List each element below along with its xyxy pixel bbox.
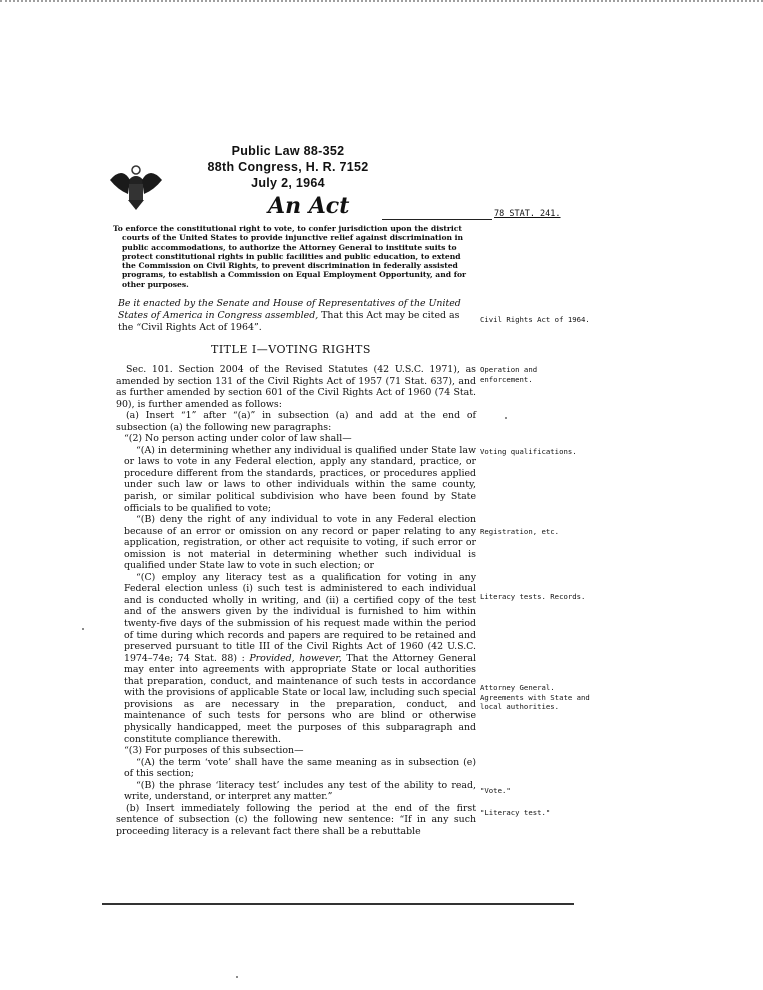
- scan-speck: [82, 628, 84, 630]
- purpose-text: To enforce the constitutional right to vote, to confer jurisdiction upon the district courts of the United States to provide injunctive relief against discrimination in public accommodations, to authorize the Attorney General to institute suits to protect constitutional rights in public facilities and public education, to extend the Commission on Civil Rights, to prevent discrimination in federally assisted programs, to establish a Commission on Equal Employment Opportunity, and for other purposes.: [113, 224, 467, 289]
- enacting-rest: That this Act may be cited as the “Civil Rights Act of 1964”.: [118, 310, 460, 333]
- scan-speck: [505, 417, 507, 419]
- act-title: An Act: [268, 193, 350, 219]
- presidential-seal-icon: [108, 160, 164, 216]
- public-law-number: Public Law 88-352: [231, 144, 345, 158]
- subparagraph-3b: “(B) the phrase ‘literacy test’ includes any test of the ability to read, write, understand, or interpret any matter.”: [124, 779, 476, 803]
- margin-note-attorney: Attorney General. Agreements with State and local authorities.: [480, 683, 590, 711]
- proviso-text: That the Attorney General may enter into agreements with appropriate State or local authorities that preparation, conduct, and maintenance of such tests in accordance with the provisions of applicable State or local law, including such special provisions as are necessary in the preparation, conduct, and maintenance of such tests for persons who are blind or otherwise physically handicapped, meet the purposes of this subparagraph and constitute compliance therewith.: [124, 652, 476, 745]
- margin-note-civil-rights: Civil Rights Act of 1964.: [480, 315, 590, 324]
- proviso-italic: Provided, however,: [249, 652, 342, 664]
- margin-note-registration: Registration, etc.: [480, 527, 560, 536]
- amendment-b: (b) Insert immediately following the period at the end of the first sentence of subsection (c) the following new sentence: “If in any such proceeding literacy is a relevant fact there shall be a rebuttable: [116, 802, 476, 837]
- page-bottom-rule: [102, 903, 574, 905]
- scan-speck: [236, 976, 238, 978]
- subparagraph-2b: “(B) deny the right of any individual to vote in any Federal election because of an error or omission on any record or paper relating to any application, registration, or other act requisite to voting, if such error or omission is not material in determining whether such individual is qualified under State law to vote in such election; or: [124, 514, 476, 572]
- subparagraph-2a: “(A) in determining whether any individual is qualified under State law or laws to vote in any Federal election, apply any standard, practice, or procedure different from the standards, practices, or procedures applied under such law or laws to other individuals within the same county, parish, or similar political subdivision who have been found by State officials to be qualified to vote;: [124, 444, 476, 514]
- amendment-a: (a) Insert “1” after “(a)” in subsection (a) and add at the end of subsection (a) the following new paragraphs:: [116, 410, 476, 433]
- section-101: Sec. 101. Section 2004 of the Revised Statutes (42 U.S.C. 1971), as amended by section 131 of the Civil Rights Act of 1957 (71 Stat. 637), and as further amended by section 601 of the Civil Rights Act of 1960 (74 Stat. 90), is further amended as follows:: [116, 364, 476, 410]
- subparagraph-2c: [116, 572, 476, 745]
- congress-bill: 88th Congress, H. R. 7152: [207, 160, 369, 174]
- margin-note-voting: Voting qualifications.: [480, 447, 577, 456]
- enactment-date: July 2, 1964: [251, 176, 325, 190]
- title-rule: [382, 219, 492, 220]
- scan-top-edge: [0, 0, 763, 14]
- law-header: [188, 143, 388, 191]
- margin-note-operation: Operation and enforcement.: [480, 365, 538, 384]
- subparagraph-3a: “(A) the term ‘vote’ shall have the same meaning as in subsection (e) of this section;: [124, 756, 476, 780]
- margin-note-literacy: Literacy tests. Records.: [480, 592, 586, 601]
- purpose-clause: [113, 224, 475, 289]
- subparagraph-2c-text: “(C) employ any literacy test as a qualification for voting in any Federal election unless (i) such test is administered to each individual and is conducted wholly in writing, and (ii) a certified copy of the test and of the answers given by the individual is furnished to him within twenty-five days of the submission of his request made within the period of time during which records and papers are required to be retained and preserved pursuant to title III of the Civil Rights Act of 1960 (42 U.S.C. 1974–74e; 74 Stat. 88) :: [124, 571, 476, 664]
- paragraph-2: “(2) No person acting under color of law shall—: [124, 433, 352, 445]
- margin-note-vote: "Vote.": [480, 786, 511, 795]
- paragraph-3: “(3) For purposes of this subsection—: [124, 745, 304, 757]
- title-heading: TITLE I—VOTING RIGHTS: [211, 343, 371, 356]
- enacting-italic: Be it enacted by the Senate and House of Representatives of the United States of America in Congress assembled,: [118, 298, 461, 321]
- margin-note-literacy-test: "Literacy test.": [480, 808, 551, 817]
- enacting-clause: [118, 298, 474, 334]
- statute-reference: 78 STAT. 241.: [494, 209, 561, 219]
- statute-body: [116, 364, 476, 837]
